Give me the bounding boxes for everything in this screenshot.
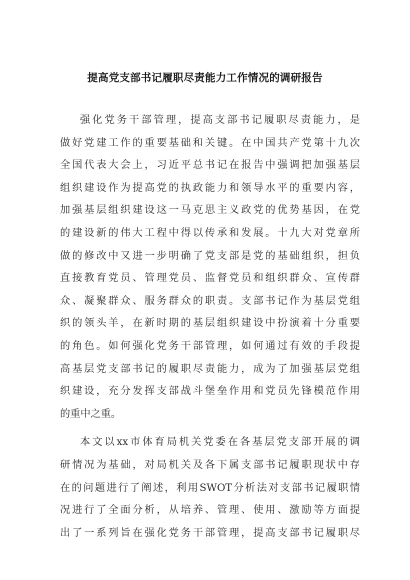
paragraph-line: 织的领头羊，在新时期的基层组织建设中扮演着十分重要 <box>60 318 360 330</box>
paragraph-line: 众、凝聚群众、服务群众的职责。支部书记作为基层党组 <box>60 295 360 307</box>
paragraph-line: 况进行了全面分析，从培养、管理、使用、激励等方面提 <box>60 505 360 517</box>
paragraph-line: 组织建设作为提高党的执政能力和领导水平的重要内容， <box>60 182 360 194</box>
paragraph-line: 出了一系列旨在强化党务干部管理，提高支部书记履职尽 <box>60 527 360 539</box>
paragraph-line: 做好党建工作的重要基础和关键。在中国共产党第十九次 <box>60 137 360 149</box>
paragraph-line: 研情况为基础，对局机关及各下属支部书记履职现状中存 <box>60 460 360 471</box>
paragraph-line: 在的问题进行了阐述，利用SWOT分析法对支部书记履职情 <box>60 482 360 494</box>
paragraph-line: 强化党务干部管理，提高支部书记履职尽责能力，是 <box>80 115 360 126</box>
paragraph-line: 织建设，充分发挥支部战斗堡垒作用和党员先锋模范作用 <box>60 386 360 398</box>
paragraph-line: 的重中之重。 <box>60 408 122 420</box>
paragraph-line: 全国代表大会上，习近平总书记在报告中强调把加强基层 <box>60 160 360 172</box>
paragraph-line: 的建设新的伟大工程中得以传承和发展。十九大对党章所 <box>60 228 360 239</box>
paragraph-line: 本文以xx市体育局机关党委在各基层党支部开展的调 <box>80 437 360 449</box>
paragraph-line: 的角色。如何强化党务干部管理，如何通过有效的手段提 <box>60 341 360 352</box>
paragraph-line: 高基层党支部书记的履职尽责能力，成为了加强基层党组 <box>60 363 360 375</box>
document-title: 提高党支部书记履职尽责能力工作情况的调研报告 <box>87 72 323 84</box>
paragraph-line: 做的修改中又进一步明确了党支部是党的基础组织，担负 <box>60 250 360 262</box>
paragraph-line: 直接教育党员、管理党员、监督党员和组织群众、宣传群 <box>60 273 360 285</box>
paragraph-line: 加强基层组织建设这一马克思主义政党的优势基因，在党 <box>60 205 360 217</box>
